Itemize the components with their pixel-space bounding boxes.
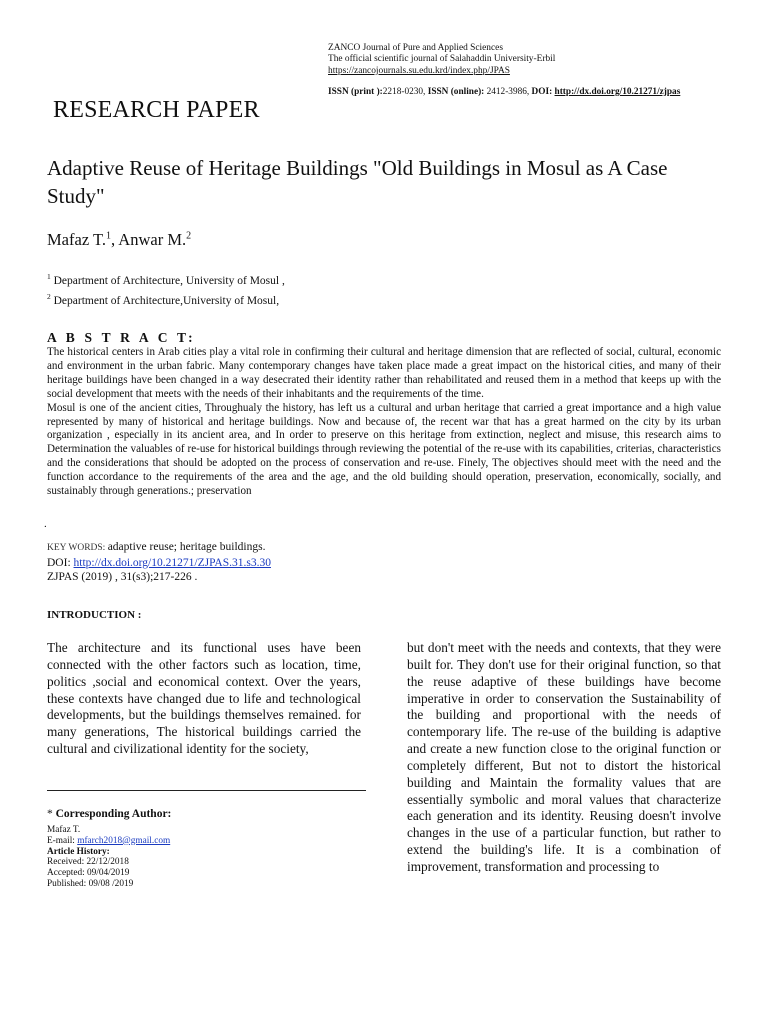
email-link[interactable]: mfarch2018@gmail.com (77, 835, 171, 846)
keywords-label: KEY WORDS: (47, 543, 108, 553)
journal-subtitle: The official scientific journal of Salahaddin University-Erbil (328, 54, 556, 65)
issn-print-label: ISSN (print ): (328, 87, 383, 97)
citation: ZJPAS (2019) , 31(s3);217-226 . (47, 571, 198, 583)
paper-type-label: RESEARCH PAPER (53, 97, 260, 123)
paper-title: Adaptive Reuse of Heritage Buildings "Old Buildings in Mosul as A Case Study" (47, 156, 668, 208)
affiliation-2-text: Department of Architecture,University of Mosul, (50, 295, 280, 308)
author-1-sup: 1 (105, 230, 111, 242)
article-history-label: Article History: (47, 846, 110, 857)
introduction-column-2: but don't meet with the needs and contexts, that they were built for. They don't use for their original function, so that the reuse adaptive of these buildings have become imperative in order to conservation the Sustainability of the building and proportional with the needs of contemporary life. The re-use of the building is adaptive and create a new function close to the original function or completely different, But not to distort the historical building and Maintain the formality values that are essentially symbolic and moral values that characterize each generation and its identity. Reusing doesn't involve changes in the use of a particular function, but rather to extend the building's life. It is a combination of improvement, transformation and processing to (407, 640, 721, 874)
published-date: Published: 09/08 /2019 (47, 878, 134, 889)
affiliation-2-sup: 2 (47, 292, 51, 302)
keywords-block (47, 540, 271, 585)
article-doi-link[interactable]: http://dx.doi.org/10.21271/ZJPAS.31.s3.30 (73, 556, 271, 569)
article-doi-line (47, 556, 271, 571)
author-2: Anwar M. (118, 230, 187, 249)
abstract-heading: A B S T R A C T: (47, 330, 196, 345)
keywords-value: adaptive reuse; heritage buildings. (107, 541, 266, 553)
journal-header (328, 43, 555, 77)
introduction-column-1: The architecture and its functional uses have been connected with the other factors such as location, time, politics ,social and economical context. Over the years, these contexts have changed due to life and technological developments, but the buildings themselves remained. for many generations, The historical buildings carried the cultural and civilizational identity for the society, (47, 640, 361, 757)
corresponding-author-label: Corresponding Author: (55, 808, 172, 820)
corresponding-author-heading (47, 808, 171, 820)
affiliation-1-text: Department of Architecture, University of Mosul , (50, 274, 285, 287)
keywords-line (47, 540, 271, 556)
accepted-date: Accepted: 09/04/2019 (47, 868, 130, 879)
footnote-meta (47, 825, 170, 890)
introduction-heading: INTRODUCTION : (47, 609, 142, 621)
received-date: Received: 22/12/2018 (47, 857, 129, 868)
issn-line (328, 87, 680, 97)
issn-online: 2412-3986, (486, 87, 532, 97)
journal-name: ZANCO Journal of Pure and Applied Sciences (328, 43, 503, 53)
abstract-paragraph-1: The historical centers in Arab cities play a vital role in confirming their cultural and heritage dimension that are reflected of social, cultural, economic and environment in the urban fabric. Many contemporary changes have taken place made a great impact on the historical cities, and many of their heritage buildings have been changed in a way desecrated their identity rather than rehabilitated and reused them in a method that keeps up with the social development that meets with the needs of their inhabitants and the requirements of the time. (47, 346, 721, 400)
affiliations (47, 269, 285, 310)
email-label: E-mail: (47, 835, 78, 846)
author-1: Mafaz T. (47, 230, 106, 249)
doi-label: DOI: (531, 87, 555, 97)
corresponding-author-name: Mafaz T. (47, 825, 81, 835)
author-2-sup: 2 (186, 230, 192, 242)
footnote-star: * (47, 808, 56, 820)
issn-print: 2218-0230, (382, 87, 428, 97)
stray-dot: . (44, 518, 47, 530)
affiliation-1 (47, 269, 285, 289)
affiliation-1-sup: 1 (47, 272, 51, 281)
email-line (47, 836, 170, 847)
footnote-divider (47, 790, 366, 791)
author-separator: , (110, 230, 119, 249)
issn-online-label: ISSN (online): (427, 87, 487, 97)
article-doi-label: DOI: (47, 556, 74, 569)
affiliation-2 (47, 289, 285, 309)
abstract-paragraph-2: Mosul is one of the ancient cities, Throughualy the history, has left us a cultural and urban heritage that carried a great importance and a high value represented by many of historical and heritage buildings. Now and because of, the recent war that has a great harmed on the city by its urban organization , especially in its ancient area, and In order to preserve on this heritage from extinction, neglect and misuse, this research aims to Determination the valuables of re-use for historical buildings through reviewing the potential of the re-use with its capabilities, criterias, characteristics and the considerations that should be adopted on the process of conservation and re-use. Finely, The objectives should meet with the need and the function accordance to the requirements of the area and the age, and the old building should operation, preservation, economically, socially, and sustainably through generations.; preservation (47, 401, 721, 498)
abstract-body (47, 346, 721, 499)
journal-doi-link[interactable]: http://dx.doi.org/10.21271/zjpas (554, 87, 681, 97)
journal-url-link[interactable]: https://zancojournals.su.edu.krd/index.php/JPAS (328, 65, 510, 76)
authors (47, 230, 191, 250)
